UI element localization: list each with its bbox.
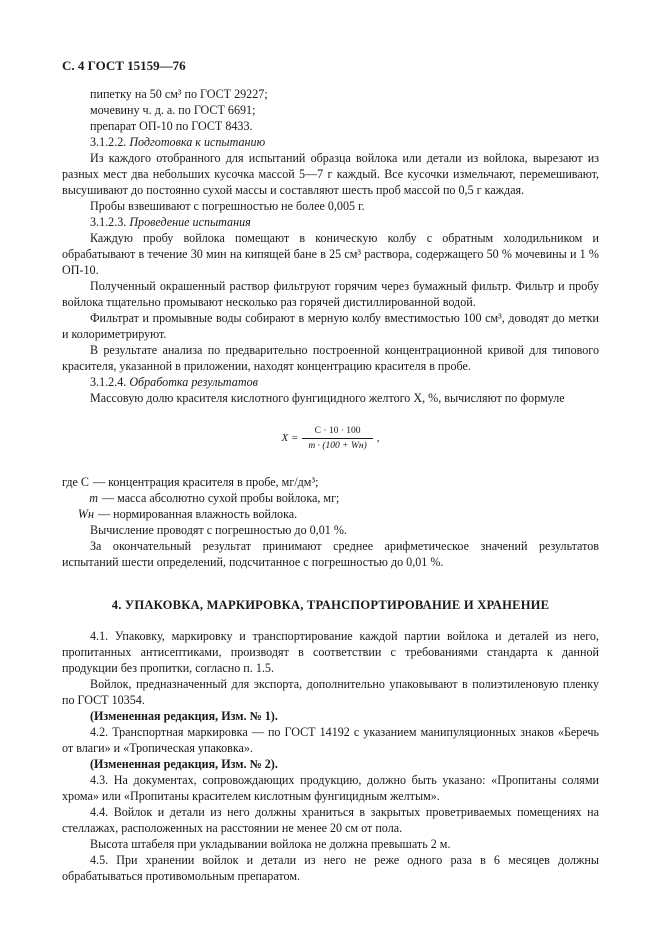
revision-note: (Измененная редакция, Изм. № 2). <box>90 757 278 771</box>
paragraph: 4.3. На документах, сопровождающих продукцию, должно быть указано: «Пропитаны солями хрома» или «Пропитаны красителем кислотным фунгицидным желтым». <box>62 773 599 803</box>
subsection-number: 3.1.2.2. <box>90 135 127 149</box>
paragraph: Пробы взвешивают с погрешностью не более 0,005 г. <box>90 199 365 213</box>
paragraph: Массовую долю красителя кислотного фунгицидного желтого X, %, вычисляют по формуле <box>90 391 565 405</box>
paragraph: Войлок, предназначенный для экспорта, дополнительно упаковывают в полиэтиленовую пленку по ГОСТ 10354. <box>62 677 599 707</box>
definition-symbol: m <box>89 491 98 505</box>
paragraph: Полученный окрашенный раствор фильтруют горячим через бумажный фильтр. Фильтр и пробу войлока тщательно промывают несколько раз горячей дистиллированной водой. <box>62 279 599 309</box>
paragraph: В результате анализа по предварительно построенной концентрационной кривой для типового красителя, указанной в приложении, находят концентрацию красителя в пробе. <box>62 343 599 373</box>
section-heading: 4. УПАКОВКА, МАРКИРОВКА, ТРАНСПОРТИРОВАНИЕ И ХРАНЕНИЕ <box>111 598 550 612</box>
paragraph: Из каждого отобранного для испытаний образца войлока или детали из войлока, вырезают из разных мест два небольших кусочка массой 5—7 г каждый. Все кусочки измельчают, перемешивают, высушивают до постоянно сухой массы и составляют шесть проб массой по 0,5 г каждая. <box>62 151 599 197</box>
definition-text: — нормированная влажность войлока. <box>98 507 298 521</box>
formula-lhs: X = <box>281 432 299 444</box>
definition-text: — масса абсолютно сухой пробы войлока, мг; <box>102 491 340 505</box>
subsection-heading-3123 <box>62 214 599 230</box>
subsection-heading-3122 <box>62 134 599 150</box>
document-body <box>62 86 599 884</box>
definition-row <box>62 506 599 522</box>
definition-row <box>62 474 599 490</box>
paragraph: За окончательный результат принимают среднее арифметическое значений результатов испытаний шести определений, подсчитанное с погрешностью до 0,01 %. <box>62 539 599 569</box>
subsection-number: 3.1.2.4. <box>90 375 127 389</box>
subsection-heading-3124 <box>62 374 599 390</box>
paragraph: Каждую пробу войлока помещают в коническую колбу с обратным холодильником и обрабатывают в течение 30 мин на кипящей бане в 25 см³ раствора, содержащего 50 % мочевины и 1 % ОП-10. <box>62 231 599 277</box>
subsection-number: 3.1.2.3. <box>90 215 127 229</box>
subsection-title: Проведение испытания <box>129 215 251 229</box>
formula <box>62 418 599 458</box>
list-item: пипетку на 50 см³ по ГОСТ 29227; <box>90 87 268 101</box>
formula-numerator: C · 10 · 100 <box>314 425 361 436</box>
paragraph: Высота штабеля при укладывании войлока не должна превышать 2 м. <box>90 837 451 851</box>
definition-row <box>62 490 599 506</box>
subsection-title: Подготовка к испытанию <box>129 135 266 149</box>
definition-symbol: Wн <box>77 507 94 521</box>
reagent-list <box>62 86 599 134</box>
formula-denominator: m · (100 + Wн) <box>302 438 372 452</box>
revision-note: (Измененная редакция, Изм. № 1). <box>90 709 278 723</box>
list-item: мочевину ч. д. а. по ГОСТ 6691; <box>90 103 256 117</box>
formula-trail: , <box>376 432 380 444</box>
definition-text: — концентрация красителя в пробе, мг/дм³; <box>92 475 319 489</box>
paragraph: 4.1. Упаковку, маркировку и транспортирование каждой партии войлока и деталей из него, пропитанных антисептиками, производят в соответствии с требованиями стандарта к данной продукции без пропитки, согласно п. 1.5. <box>62 629 599 675</box>
formula-fraction <box>302 425 372 452</box>
list-item: препарат ОП-10 по ГОСТ 8433. <box>90 119 253 133</box>
paragraph: 4.5. При хранении войлок и детали из него не реже одного раза в 6 месяцев должны обрабатываться противомольным препаратом. <box>62 853 599 883</box>
paragraph: 4.4. Войлок и детали из него должны храниться в закрытых проветриваемых помещениях на стеллажах, расположенных на расстоянии не менее 20 см от пола. <box>62 805 599 835</box>
paragraph: 4.2. Транспортная маркировка — по ГОСТ 14192 с указанием манипуляционных знаков «Беречь от влаги» и «Тропическая упаковка». <box>62 725 599 755</box>
paragraph: Вычисление проводят с погрешностью до 0,01 %. <box>90 523 347 537</box>
paragraph: Фильтрат и промывные воды собирают в мерную колбу вместимостью 100 см³, доводят до метки и колориметрируют. <box>62 311 599 341</box>
definition-symbol: где C <box>62 475 89 489</box>
subsection-title: Обработка результатов <box>129 375 258 389</box>
page-header: С. 4 ГОСТ 15159—76 <box>62 58 186 73</box>
definitions <box>62 474 599 522</box>
